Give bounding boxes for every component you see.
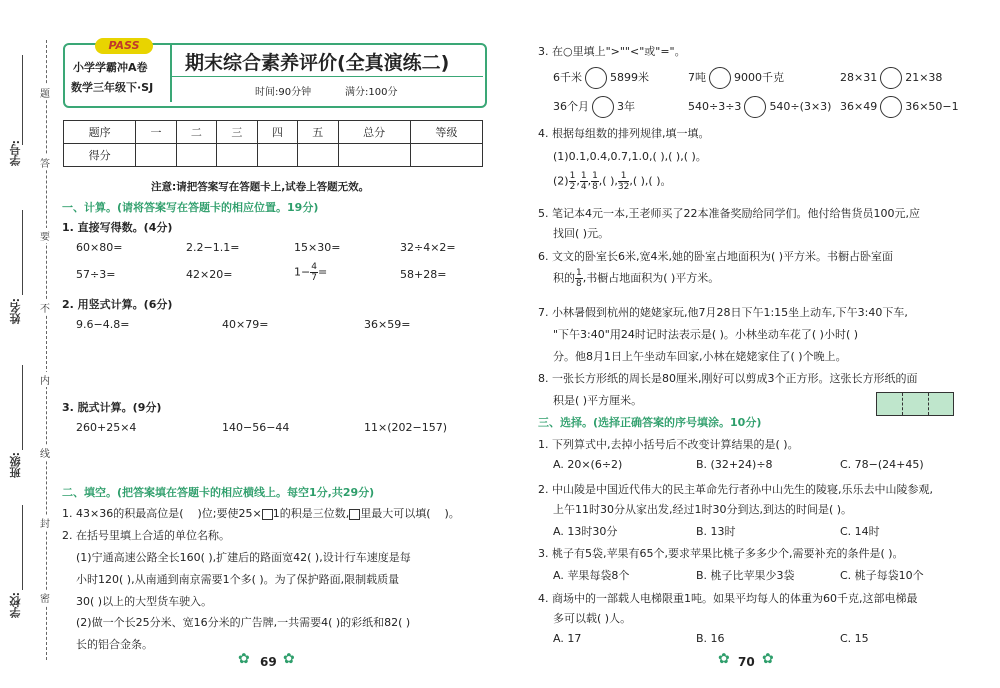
fill-q2-line: (1)宁通高速公路全长160( ),扩建后的路面宽42( ),设计行车速度是每 [76, 551, 411, 564]
score-cell [298, 144, 338, 167]
sidebar-fill-line [22, 365, 23, 450]
compare-circle[interactable] [585, 67, 607, 89]
fill-q8: 积是( )平方厘米。 [553, 394, 643, 407]
score-cell: 五 [298, 121, 338, 144]
fill-q7: 7. 小林暑假到杭州的姥姥家玩,他7月28日下午1:15坐上动车,下午3:40下车, [538, 306, 908, 319]
score-cell: 总分 [338, 121, 410, 144]
q3-title: 3. 脱式计算。(9分) [62, 401, 162, 414]
fill-q2-line: 30( )以上的大型货车驶入。 [76, 595, 213, 608]
choice-q4: 4. 商场中的一部载人电梯限重1吨。如果平均每人的体重为60千克,这部电梯最 [538, 592, 918, 605]
score-table [63, 120, 483, 167]
score-cell: 得分 [64, 144, 136, 167]
fill-q2-line: (2)做一个长25分米、宽16分米的广告牌,一共需要4( )的彩纸和82( ) [76, 616, 411, 629]
fill-q4-line: (1)0.1,0.4,0.7,1.0,( ),( ),( )。 [553, 150, 707, 163]
calc-item: 57÷3= [76, 268, 116, 281]
score-cell: 四 [257, 121, 297, 144]
pass-logo: PASS [95, 38, 153, 54]
exam-time: 时间:90分钟 [255, 87, 312, 98]
box-icon [349, 509, 360, 520]
score-cell [176, 144, 216, 167]
compare-item: 6千米 5899米 [553, 67, 649, 89]
vertical-calc-item: 36×59= [364, 318, 411, 331]
score-cell [257, 144, 297, 167]
rectangle-diagram [876, 392, 954, 416]
binding-char: 封 [40, 515, 50, 530]
score-cell [136, 144, 176, 167]
choice-option[interactable]: A. 苹果每袋8个 [553, 569, 630, 582]
choice-option[interactable]: B. 桃子比苹果少3袋 [696, 569, 795, 582]
compare-circle[interactable] [744, 96, 766, 118]
binding-char: 题 [40, 85, 50, 100]
fill-q6: 积的 $\frac{1}{8}$ ,书橱占地面积为( )平方米。 [553, 268, 720, 289]
q2-title: 2. 用竖式计算。(6分) [62, 298, 173, 311]
q1-title: 1. 直接写得数。(4分) [62, 221, 173, 234]
compare-item: 36个月 3年 [553, 96, 635, 118]
section2-heading: 二、填空。(把答案填在答题卡的相应横线上。每空1分,共29分) [62, 486, 375, 499]
page-number-left: 69 [260, 655, 277, 669]
stepwise-calc-item: 11×(202−157) [364, 421, 448, 434]
choice-q1: 1. 下列算式中,去掉小括号后不改变计算结果的是( )。 [538, 438, 799, 451]
calc-item: 32÷4×2= [400, 241, 456, 254]
choice-option[interactable]: A. 13时30分 [553, 525, 618, 538]
sidebar-label-id: 学号: [9, 140, 22, 167]
binding-char: 要 [40, 228, 50, 243]
calc-item: 58+28= [400, 268, 447, 281]
page-number-right: 70 [738, 655, 755, 669]
fill-q7: "下午3:40"用24时记时法表示是( )。小林坐动车花了( )小时( ) [553, 328, 859, 341]
sidebar-label-school: 学校: [9, 592, 22, 619]
score-cell [410, 144, 482, 167]
calc-item: 2.2−1.1= [186, 241, 240, 254]
choice-option[interactable]: A. 20×(6÷2) [553, 458, 623, 471]
fill-q1: 1. 43×36的积最高位是( )位;要使25× 1的积是三位数, 里最大可以填( )。 [62, 507, 460, 520]
choice-q4: 多可以载( )人。 [553, 612, 632, 625]
sidebar-fill-line [22, 505, 23, 590]
vertical-calc-item: 40×79= [222, 318, 269, 331]
compare-item: 28×31 21×38 [840, 67, 942, 89]
choice-q2: 2. 中山陵是中国近代伟大的民主革命先行者孙中山先生的陵寝,乐乐去中山陵参观, [538, 483, 933, 496]
choice-option[interactable]: A. 17 [553, 632, 582, 645]
series-name: 小学学霸冲A卷 [73, 61, 148, 74]
sidebar-label-class: 班级: [9, 452, 22, 479]
section1-heading: 一、计算。(请将答案写在答题卡的相应位置。19分) [62, 201, 319, 214]
leaf-icon: ✿ [283, 651, 295, 667]
score-cell [217, 144, 257, 167]
calc-item: 60×80= [76, 241, 123, 254]
score-cell: 二 [176, 121, 216, 144]
page-title: 期末综合素养评价(全真演练二) [185, 52, 450, 74]
binding-char: 线 [40, 445, 50, 460]
fill-q4-line: (2) $\frac{1}{2}$ , $\frac{1}{4}$ , $\frac{1}{8}$ ,( ), $\frac{1}{32}$ ,( ),( )。 [553, 171, 672, 192]
binding-char: 答 [40, 155, 50, 170]
score-cell: 等级 [410, 121, 482, 144]
fill-q3: 3. 在○里填上">""<"或"="。 [538, 45, 686, 58]
choice-option[interactable]: C. 14时 [840, 525, 880, 538]
choice-option[interactable]: C. 15 [840, 632, 869, 645]
compare-item: 36×49 36×50−1 [840, 96, 959, 118]
choice-option[interactable]: C. 桃子每袋10个 [840, 569, 924, 582]
calc-item: 42×20= [186, 268, 233, 281]
notice: 注意:请把答案写在答题卡上,试卷上答题无效。 [151, 181, 370, 193]
choice-option[interactable]: C. 78−(24+45) [840, 458, 924, 471]
grade-label: 数学三年级下·SJ [71, 81, 154, 94]
leaf-icon: ✿ [762, 651, 774, 667]
fill-q2-line: 小时120( ),从南通到南京需要1个多( )。为了保护路面,限制载质量 [76, 573, 400, 586]
binding-char: 不 [40, 300, 50, 315]
fill-q5: 5. 笔记本4元一本,王老师买了22本准备奖励给同学们。他付给售货员100元,应 [538, 207, 920, 220]
choice-q2: 上午11时30分从家出发,经过1时30分到达,到达的时间是( )。 [553, 503, 853, 516]
sidebar-fill-line [22, 210, 23, 295]
score-cell: 一 [136, 121, 176, 144]
score-cell: 题序 [64, 121, 136, 144]
choice-option[interactable]: B. (32+24)÷8 [696, 458, 773, 471]
choice-option[interactable]: B. 13时 [696, 525, 736, 538]
binding-line [46, 40, 47, 660]
section3-heading: 三、选择。(选择正确答案的序号填涂。10分) [538, 416, 762, 429]
compare-circle[interactable] [592, 96, 614, 118]
calc-item: 15×30= [294, 241, 341, 254]
compare-circle[interactable] [880, 96, 902, 118]
stepwise-calc-item: 260+25×4 [76, 421, 137, 434]
fill-q6: 6. 文文的卧室长6米,宽4米,她的卧室占地面积为( )平方米。书橱占卧室面 [538, 250, 894, 263]
exam-full-score: 满分:100分 [345, 87, 398, 98]
calc-item-fraction: 1− $\frac{4}{7}$ = [294, 262, 328, 283]
compare-item: 540÷3÷3 540÷(3×3) [688, 96, 831, 118]
compare-circle[interactable] [709, 67, 731, 89]
stepwise-calc-item: 140−56−44 [222, 421, 290, 434]
leaf-icon: ✿ [238, 651, 250, 667]
leaf-icon: ✿ [718, 651, 730, 667]
score-cell: 三 [217, 121, 257, 144]
score-cell [338, 144, 410, 167]
choice-option[interactable]: B. 16 [696, 632, 725, 645]
fill-q2: 2. 在括号里填上合适的单位名称。 [62, 529, 230, 542]
compare-circle[interactable] [880, 67, 902, 89]
binding-char: 内 [40, 372, 50, 387]
sidebar-label-name: 姓名: [9, 298, 22, 325]
compare-item: 7吨 9000千克 [688, 67, 784, 89]
fill-q8: 8. 一张长方形纸的周长是80厘米,刚好可以剪成3个正方形。这张长方形纸的面 [538, 372, 918, 385]
box-icon [262, 509, 273, 520]
choice-q3: 3. 桃子有5袋,苹果有65个,要求苹果比桃子多多少个,需要补充的条件是( )。 [538, 547, 904, 560]
sidebar-fill-line [22, 55, 23, 145]
vertical-calc-item: 9.6−4.8= [76, 318, 130, 331]
fill-q7: 分。他8月1日上午坐动车回家,小林在姥姥家住了( )个晚上。 [553, 350, 847, 363]
fill-q4: 4. 根据每组数的排列规律,填一填。 [538, 127, 710, 140]
fill-q5: 找回( )元。 [553, 227, 610, 240]
fill-q2-line: 长的铝合金条。 [76, 638, 153, 651]
binding-char: 密 [40, 590, 50, 605]
